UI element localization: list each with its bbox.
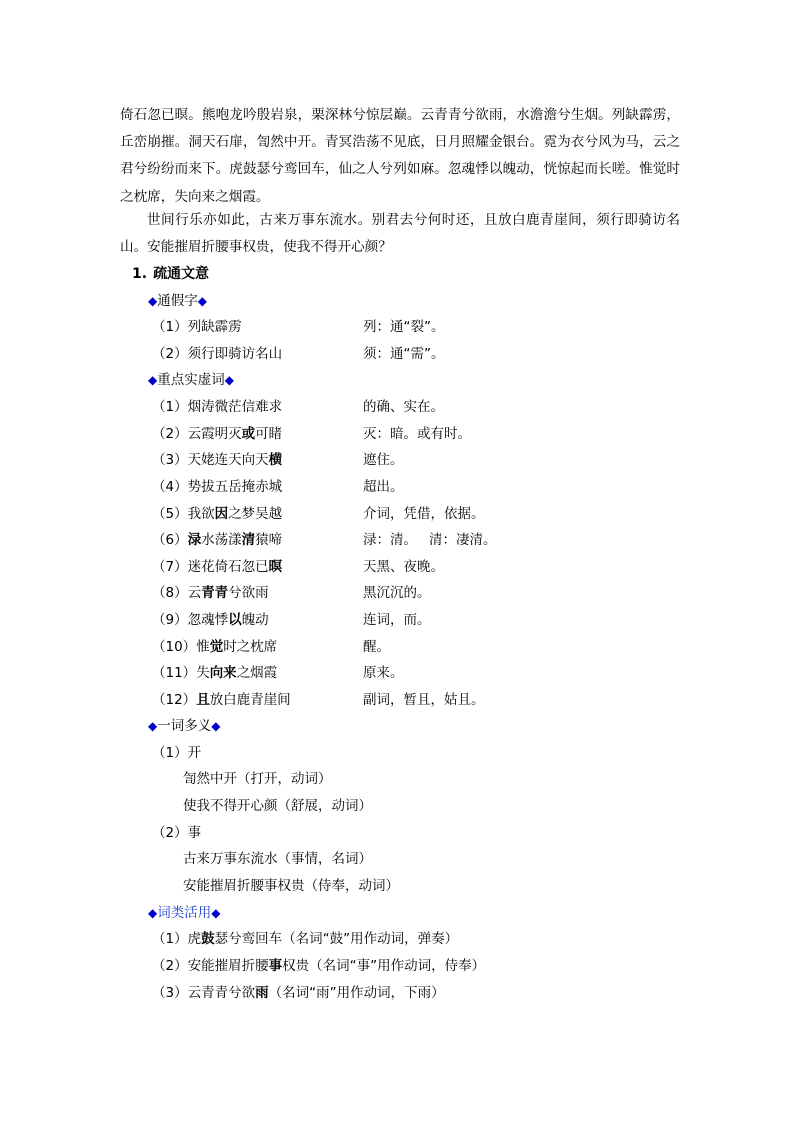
subheading-tongjiazi (148, 288, 207, 314)
subheading-shixuci (148, 367, 234, 393)
list-item (152, 607, 431, 633)
item-gloss: 醒。 (363, 639, 390, 655)
polysemy-usage: 使我不得开心颜（舒展，动词） (183, 798, 372, 814)
item-phrase: 魄动 (241, 612, 269, 628)
item-number: （8） (152, 585, 188, 601)
list-item (152, 447, 404, 473)
polysemy-usage: 訇然中开（打开，动词） (183, 771, 332, 787)
subheading-cileihuoyong (148, 900, 220, 926)
passage-paragraph-1: 倚石忽已暝。熊咆龙吟殷岩泉，栗深林兮惊层巅。云青青兮欲雨，水澹澹兮生烟。列缺霹雳，丘峦崩摧。洞天石扉，訇然中开。青冥浩荡不见底，日月照耀金银台。霓为衣兮风为马，云之君兮纷纷而来下。虎鼓瑟兮鸾回车，仙之人兮列如麻。忽魂悸以魄动，恍惊起而长嗟。惟觉时之枕席，失向来之烟霞。 (120, 107, 680, 205)
item-phrase: 安能摧眉折腰 (187, 958, 269, 974)
polysemy-word (152, 740, 201, 766)
item-number: （2） (152, 426, 188, 442)
item-phrase: 水荡漾 (201, 532, 242, 548)
diamond-icon: ◆ (197, 294, 207, 308)
list-item (152, 554, 444, 580)
item-gloss: 原来。 (363, 665, 404, 681)
item-keyword: 暝 (268, 559, 283, 575)
list-item (152, 660, 404, 686)
item-keyword: 向来 (209, 665, 237, 681)
subheading-text: 重点实虚词 (157, 372, 225, 388)
diamond-icon: ◆ (224, 373, 234, 387)
item-phrase: 天姥连天向天 (187, 452, 269, 468)
item-number: （1） (152, 399, 188, 415)
item-keyword: 横 (268, 452, 283, 468)
item-number: （11） (152, 665, 197, 681)
item-keyword: 或 (241, 426, 256, 442)
polysemy-usage: 安能摧眉折腰事权贵（侍奉，动词） (183, 878, 399, 894)
item-number: （3） (152, 452, 188, 468)
item-gloss: 遮住。 (363, 452, 404, 468)
item-gloss: 渌：清。 (363, 532, 417, 548)
item-keyword: 且 (196, 692, 210, 708)
item-phrase: 之烟霞 (236, 665, 278, 681)
diamond-icon: ◆ (148, 906, 158, 920)
item-keyword: 因 (214, 506, 229, 522)
list-item (152, 314, 445, 340)
item-phrase: 惟 (196, 639, 210, 655)
item-number: （3） (152, 985, 188, 1001)
item-phrase: 可睹 (255, 426, 283, 442)
item-phrase: 忽魂悸 (187, 612, 229, 628)
list-item (152, 580, 431, 606)
item-phrase: 时之枕席 (223, 639, 278, 655)
item-phrase: 势拔五岳掩赤城 (187, 479, 283, 495)
polysemy-usage: 古来万事东流水（事情，名词） (183, 851, 372, 867)
item-phrase: 迷花倚石忽已 (187, 559, 269, 575)
diamond-icon: ◆ (148, 294, 158, 308)
item-gloss: 介词，凭借，依据。 (363, 506, 485, 522)
polysemy-headword: 开 (187, 745, 202, 761)
item-keyword: 以 (228, 612, 242, 628)
item-phrase: 猿啼 (255, 532, 283, 548)
item-keyword: 渌 (187, 532, 202, 548)
diamond-icon: ◆ (211, 719, 221, 733)
item-number: （9） (152, 612, 188, 628)
list-item (152, 926, 458, 952)
item-keyword: 清 (241, 532, 256, 548)
item-phrase: 列缺霹雳 (187, 319, 242, 335)
item-phrase: 权贵（名词“事”用作动词，侍奉） (282, 958, 486, 974)
item-phrase: 我欲 (187, 506, 215, 522)
item-keyword: 青青 (201, 585, 229, 601)
item-phrase: 之梦吴越 (228, 506, 283, 522)
list-item (152, 634, 390, 660)
item-number: （1） (152, 745, 188, 761)
item-number: （2） (152, 958, 188, 974)
subheading-text: 通假字 (157, 293, 198, 309)
list-item (152, 501, 485, 527)
item-number: （1） (152, 319, 188, 335)
item-phrase: 云霞明灭 (187, 426, 242, 442)
item-phrase: 虎 (187, 931, 202, 947)
polysemy-headword: 事 (187, 825, 202, 841)
polysemy-word (152, 820, 201, 846)
item-phrase: 失 (196, 665, 210, 681)
item-keyword: 事 (268, 958, 283, 974)
item-number: （2） (152, 825, 188, 841)
item-gloss: 超出。 (363, 479, 404, 495)
item-phrase: 瑟兮鸾回车（名词“鼓”用作动词，弹奏） (214, 931, 459, 947)
list-item (152, 687, 485, 713)
list-item (152, 341, 445, 367)
diamond-icon: ◆ (148, 719, 158, 733)
item-gloss: 黑沉沉的。 (363, 585, 431, 601)
list-item (152, 474, 404, 500)
item-gloss: 副词，暂且，姑且。 (363, 692, 485, 708)
item-phrase: 须行即骑访名山 (187, 346, 283, 362)
subheading-yiciduoyi (148, 713, 220, 739)
item-number: （10） (152, 639, 197, 655)
item-number: （4） (152, 479, 188, 495)
item-keyword: 雨 (255, 985, 269, 1001)
item-phrase: 烟涛微茫信难求 (187, 399, 283, 415)
item-number: （2） (152, 346, 188, 362)
list-item (152, 980, 445, 1006)
item-keyword: 鼓 (201, 931, 215, 947)
passage-paragraph-2: 世间行乐亦如此，古来万事东流水。别君去兮何时还，且放白鹿青崖间，须行即骑访名山。安能摧眉折腰事权贵，使我不得开心颜？ (120, 212, 680, 256)
item-phrase: 云 (187, 585, 202, 601)
item-keyword: 觉 (209, 639, 224, 655)
item-gloss: 清：凄清。 (429, 532, 497, 548)
item-gloss: 列：通“裂”。 (363, 319, 445, 335)
item-number: （6） (152, 532, 188, 548)
section-title (132, 264, 209, 284)
item-gloss: 灭：暗。或有时。 (363, 426, 471, 442)
item-gloss: 的确、实在。 (363, 399, 444, 415)
list-item (152, 421, 471, 447)
item-gloss: 天黑、夜晚。 (363, 559, 444, 575)
item-phrase: 兮欲雨 (228, 585, 269, 601)
item-phrase: 放白鹿青崖间 (209, 692, 291, 708)
list-item (152, 527, 497, 553)
section-number: 1. (132, 266, 148, 282)
list-item (152, 953, 485, 979)
diamond-icon: ◆ (148, 373, 158, 387)
item-number: （7） (152, 559, 188, 575)
item-number: （1） (152, 931, 188, 947)
item-number: （12） (152, 692, 197, 708)
item-gloss: 须：通“需”。 (363, 346, 445, 362)
diamond-icon: ◆ (211, 906, 221, 920)
subheading-text: 词类活用 (157, 905, 212, 921)
item-gloss: 连词，而。 (363, 612, 431, 628)
item-phrase: （名词“雨”用作动词，下雨） (268, 985, 445, 1001)
subheading-text: 一词多义 (157, 718, 212, 734)
item-phrase: 云青青兮欲 (187, 985, 256, 1001)
item-number: （5） (152, 506, 188, 522)
list-item (152, 394, 444, 420)
section-title-text: 疏通文意 (153, 266, 210, 282)
